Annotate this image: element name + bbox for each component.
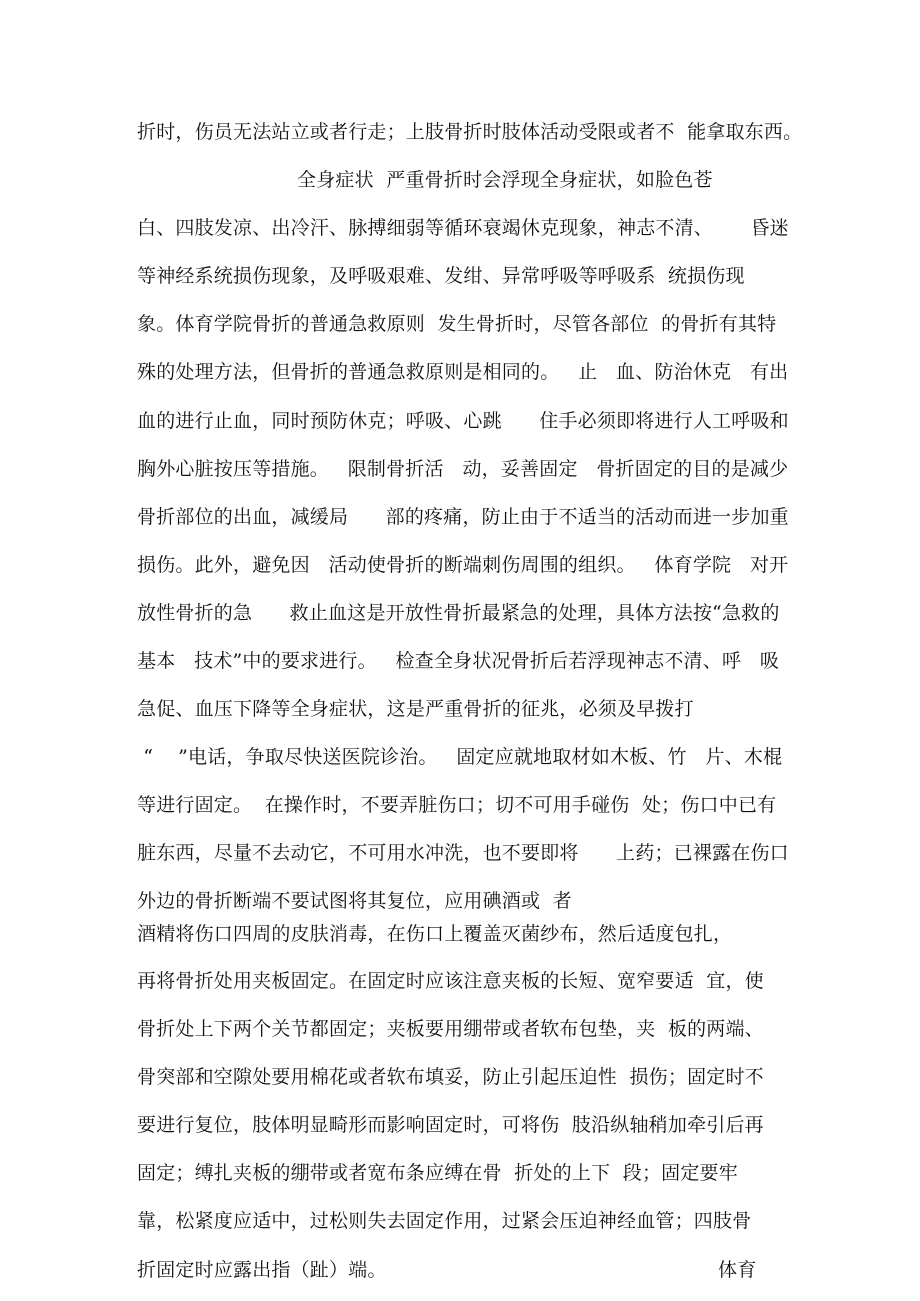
text-line: 象。体育学院骨折的普通急救原则 发生骨折时，尽管各部位 的骨折有其特 (137, 313, 777, 335)
text-line: 骨折处上下两个关节都固定；夹板要用绷带或者软布包垫，夹 板的两端、 (137, 1018, 764, 1040)
text-line: 急促、血压下降等全身症状，这是严重骨折的征兆，必须及早拨打 (137, 698, 694, 720)
trailing-fragment: 体育 (718, 1259, 757, 1281)
text-line: 白、四肢发凉、出冷汗、脉搏细弱等循环衰竭休克现象，神志不清、 昏迷 (137, 217, 789, 239)
text-line: 血的进行止血，同时预防休克；呼吸、心跳 住手必须即将进行人工呼吸和 (137, 410, 789, 432)
text-line: “ ”电话，争取尽快送医院诊治。 固定应就地取材如木板、竹 片、木棍 (137, 746, 783, 768)
text-line: 骨突部和空隙处要用棉花或者软布填妥，防止引起压迫性 损伤；固定时不 (137, 1066, 764, 1088)
text-line: 折时，伤员无法站立或者行走；上肢骨折时肢体活动受限或者不 能拿取东西。 (137, 121, 803, 143)
text-line: 殊的处理方法，但骨折的普通急救原则是相同的。 止 血、防治休克 有出 (137, 361, 789, 383)
text-line: 全身症状 严重骨折时会浮现全身症状，如脸色苍 (297, 169, 713, 191)
text-line: 损伤。此外，避免因 活动使骨折的断端刺伤周围的组织。 体育学院 对开 (137, 554, 789, 576)
text-line: 胸外心脏按压等措施。 限制骨折活 动，妥善固定 骨折固定的目的是减少 (137, 458, 789, 480)
text-line: 固定；缚扎夹板的绷带或者宽布条应缚在骨 折处的上下 段；固定要牢 (137, 1162, 738, 1184)
text-line: 等进行固定。 在操作时，不要弄脏伤口；切不可用手碰伤 处；伤口中已有 (137, 794, 777, 816)
text-line: 骨折部位的出血，减缓局 部的疼痛，防止由于不适当的活动而进一步加重 (137, 506, 789, 528)
text-line: 要进行复位，肢体明显畸形而影响固定时，可将伤 肢沿纵轴稍加牵引后再 (137, 1114, 764, 1136)
text-line: 靠，松紧度应适中，过松则失去固定作用，过紧会压迫神经血管；四肢骨 (137, 1210, 752, 1232)
text-line: 脏东西，尽量不去动它，不可用水冲洗，也不要即将 上药；已裸露在伤口 (137, 842, 789, 864)
text-line: 酒精将伤口四周的皮肤消毒，在伤口上覆盖灭菌纱布，然后适度包扎， (137, 923, 733, 945)
text-line: 放性骨折的急 救止血这是开放性骨折最紧急的处理，具体方法按“急救的 (137, 602, 780, 624)
text-line: 等神经系统损伤现象，及呼吸艰难、发绀、异常呼吸等呼吸系 统损伤现 (137, 265, 745, 287)
text-line: 再将骨折处用夹板固定。在固定时应该注意夹板的长短、宽窄要适 宜，使 (137, 970, 764, 992)
text-line: 折固定时应露出指（趾）端。 (137, 1259, 387, 1281)
text-line: 基本 技术”中的要求进行。 检查全身状况骨折后若浮现神志不清、呼 吸 (137, 650, 780, 672)
text-line: 外边的骨折断端不要试图将其复位，应用碘酒或 者 (137, 890, 572, 912)
